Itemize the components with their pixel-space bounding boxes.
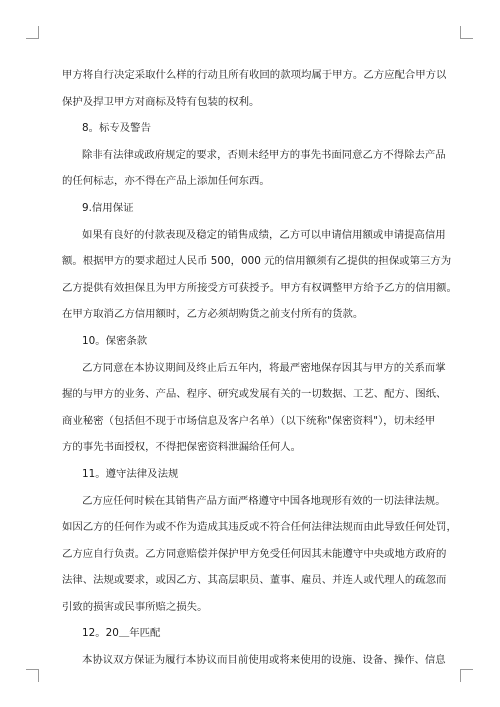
section-heading: 9.信用保证 (82, 201, 134, 214)
body-line: 商业秘密（包括但不现于市场信息及客户名单）（以下统称"保密资料"），切未经甲 (62, 414, 436, 427)
section-heading: 8。标专及警告 (82, 122, 151, 135)
crop-mark-bottom-right (460, 669, 473, 682)
body-line: 的任何标志，亦不得在产品上添加任何东西。 (62, 175, 270, 188)
crop-mark-bottom-left (26, 669, 39, 682)
paragraph-first-line: 本协议双方保证为履行本协议而目前使用或将来使用的设施、设备、操作、信息 (82, 654, 446, 667)
body-line: 乙方提供有效担保且为甲方所接受方可获授予。甲方有权调整甲方给予乙方的信用额。 (62, 281, 457, 294)
body-line: 方的事先书面授权，不得把保密资料泄漏给任何人。 (62, 441, 301, 454)
body-line: 甲方将自行决定采取什么样的行动且所有收回的款项均属于甲方。乙方应配合甲方以 (62, 69, 447, 81)
body-line: 如因乙方的任何作为或不作为造成其违反或不符合任何法律法规而由此导致任何处罚， (62, 521, 457, 534)
section-heading: 10。保密条款 (82, 334, 148, 347)
body-line: 保护及捍卫甲方对商标及特有包装的权利。 (62, 95, 260, 108)
body-line: 引致的损害或民事所赔之损失。 (62, 600, 208, 613)
body-line: 握的与甲方的业务、产品、程序、研究或发展有关的一切数据、工艺、配方、图纸、 (62, 388, 447, 401)
body-line: 在甲方取消乙方信用额时，乙方必须胡购货之前支付所有的货款。 (62, 308, 364, 321)
body-line: 法律、法规或要求，或因乙方、其高层职员、董事、雇员、并连人或代理人的疏忽而 (62, 574, 447, 587)
body-line: 乙方应自行负责。乙方同意赔偿并保护甲方免受任何因其未能遵守中央或地方政府的 (62, 547, 447, 560)
paragraph-first-line: 除非有法律或政府规定的要求，否则未经甲方的事先书面同意乙方不得除去产品 (82, 148, 446, 161)
paragraph-first-line: 乙方同意在本协议期间及终止后五年内，将最严密地保存因其与甲方的关系而掌 (82, 361, 446, 374)
body-line: 额。根据甲方的要求超过人民币 500，000 元的信用额须有乙提供的担保或第三方为 (62, 255, 452, 268)
paragraph-first-line: 乙方应任何时候在其销售产品方面严格遵守中国各地现形有效的一切法律法规。 (82, 494, 446, 507)
document-body (62, 62, 457, 674)
section-heading: 12。20＿年匹配 (82, 627, 161, 640)
crop-mark-top-right (460, 26, 473, 39)
section-heading: 11。遵守法律及法规 (82, 467, 179, 480)
crop-mark-top-left (26, 26, 39, 39)
paragraph-first-line: 如果有良好的付款表现及稳定的销售成绩，乙方可以申请信用额或申请提高信用 (82, 228, 446, 241)
